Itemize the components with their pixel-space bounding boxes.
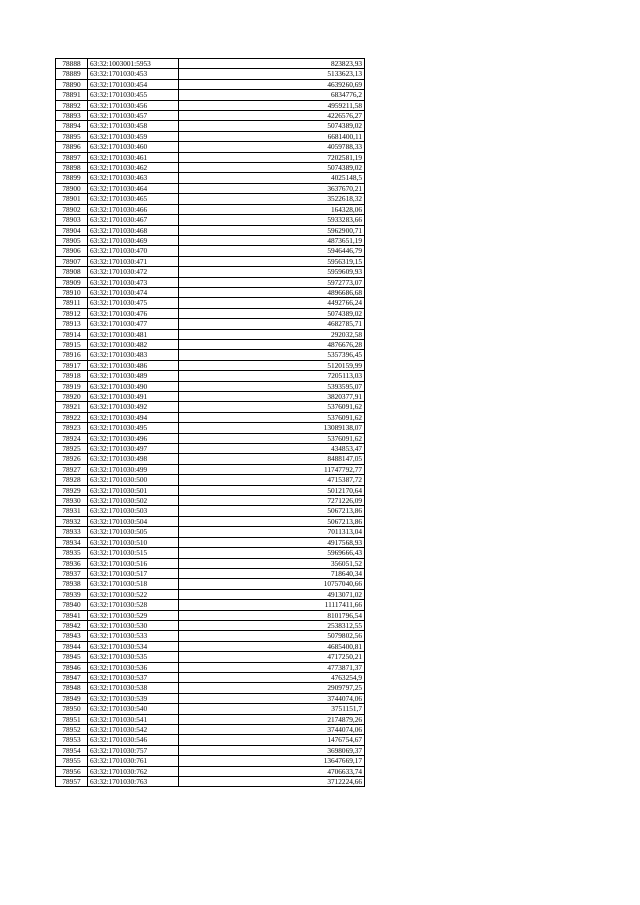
row-number-cell: 78930 xyxy=(56,496,88,506)
cadastral-number-cell: 63:32:1701030:500 xyxy=(88,475,179,485)
row-number-cell: 78942 xyxy=(56,620,88,630)
row-number-cell: 78906 xyxy=(56,246,88,256)
row-number-cell: 78952 xyxy=(56,725,88,735)
value-cell: 292032,58 xyxy=(179,329,365,339)
table-row xyxy=(56,641,365,651)
table-row xyxy=(56,589,365,599)
row-number-cell: 78950 xyxy=(56,704,88,714)
cadastral-number-cell: 63:32:1701030:492 xyxy=(88,402,179,412)
cadastral-number-cell: 63:32:1701030:538 xyxy=(88,683,179,693)
table-row xyxy=(56,402,365,412)
table-row xyxy=(56,631,365,641)
row-number-cell: 78896 xyxy=(56,142,88,152)
cadastral-number-cell: 63:32:1701030:502 xyxy=(88,496,179,506)
cadastral-number-cell: 63:32:1701030:468 xyxy=(88,225,179,235)
cadastral-number-cell: 63:32:1701030:456 xyxy=(88,100,179,110)
cadastral-number-cell: 63:32:1701030:537 xyxy=(88,672,179,682)
value-cell: 5357396,45 xyxy=(179,350,365,360)
row-number-cell: 78890 xyxy=(56,79,88,89)
row-number-cell: 78888 xyxy=(56,59,88,69)
cadastral-number-cell: 63:32:1701030:495 xyxy=(88,423,179,433)
cadastral-number-cell: 63:32:1701030:533 xyxy=(88,631,179,641)
value-cell: 5067213,86 xyxy=(179,506,365,516)
value-cell: 3751151,7 xyxy=(179,704,365,714)
table-row xyxy=(56,381,365,391)
cadastral-number-cell: 63:32:1701030:529 xyxy=(88,610,179,620)
table-row xyxy=(56,444,365,454)
value-cell: 1476754,67 xyxy=(179,735,365,745)
table-row xyxy=(56,90,365,100)
cadastral-number-cell: 63:32:1701030:465 xyxy=(88,194,179,204)
value-cell: 4226576,27 xyxy=(179,111,365,121)
row-number-cell: 78935 xyxy=(56,548,88,558)
value-cell: 718640,34 xyxy=(179,568,365,578)
value-cell: 5120159,99 xyxy=(179,360,365,370)
row-number-cell: 78938 xyxy=(56,579,88,589)
cadastral-number-cell: 63:32:1701030:505 xyxy=(88,527,179,537)
cadastral-number-cell: 63:32:1701030:546 xyxy=(88,735,179,745)
row-number-cell: 78893 xyxy=(56,111,88,121)
value-cell: 3712224,66 xyxy=(179,777,365,787)
cadastral-number-cell: 63:32:1701030:761 xyxy=(88,756,179,766)
table-row xyxy=(56,329,365,339)
cadastral-number-cell: 63:32:1701030:530 xyxy=(88,620,179,630)
cadastral-number-cell: 63:32:1701030:540 xyxy=(88,704,179,714)
value-cell: 434853,47 xyxy=(179,444,365,454)
row-number-cell: 78926 xyxy=(56,454,88,464)
row-number-cell: 78945 xyxy=(56,652,88,662)
row-number-cell: 78924 xyxy=(56,433,88,443)
value-cell: 356051,52 xyxy=(179,558,365,568)
cadastral-number-cell: 63:32:1701030:472 xyxy=(88,267,179,277)
value-cell: 4706633,74 xyxy=(179,766,365,776)
value-cell: 6681400,11 xyxy=(179,131,365,141)
row-number-cell: 78904 xyxy=(56,225,88,235)
cadastral-number-cell: 63:32:1701030:457 xyxy=(88,111,179,121)
value-cell: 7011313,04 xyxy=(179,527,365,537)
value-cell: 4773871,37 xyxy=(179,662,365,672)
row-number-cell: 78911 xyxy=(56,298,88,308)
value-cell: 4685400,81 xyxy=(179,641,365,651)
value-cell: 4717250,21 xyxy=(179,652,365,662)
value-cell: 13089138,07 xyxy=(179,423,365,433)
cadastral-number-cell: 63:32:1701030:542 xyxy=(88,725,179,735)
row-number-cell: 78918 xyxy=(56,371,88,381)
row-number-cell: 78929 xyxy=(56,485,88,495)
cadastral-number-cell: 63:32:1701030:474 xyxy=(88,287,179,297)
value-cell: 13647669,17 xyxy=(179,756,365,766)
table-row xyxy=(56,131,365,141)
row-number-cell: 78903 xyxy=(56,215,88,225)
table-row xyxy=(56,350,365,360)
cadastral-number-cell: 63:32:1701030:535 xyxy=(88,652,179,662)
table-row xyxy=(56,714,365,724)
value-cell: 5074389,02 xyxy=(179,308,365,318)
value-cell: 5074389,02 xyxy=(179,163,365,173)
table-row xyxy=(56,267,365,277)
value-cell: 10757040,66 xyxy=(179,579,365,589)
table-row xyxy=(56,111,365,121)
value-cell: 4059788,33 xyxy=(179,142,365,152)
cadastral-number-cell: 63:32:1701030:504 xyxy=(88,516,179,526)
value-cell: 4896686,68 xyxy=(179,287,365,297)
table-row xyxy=(56,620,365,630)
cadastral-number-cell: 63:32:1701030:458 xyxy=(88,121,179,131)
table-row xyxy=(56,319,365,329)
row-number-cell: 78931 xyxy=(56,506,88,516)
cadastral-number-cell: 63:32:1701030:490 xyxy=(88,381,179,391)
table-row xyxy=(56,183,365,193)
row-number-cell: 78937 xyxy=(56,568,88,578)
value-cell: 4913071,02 xyxy=(179,589,365,599)
value-cell: 3637670,21 xyxy=(179,183,365,193)
row-number-cell: 78898 xyxy=(56,163,88,173)
row-number-cell: 78933 xyxy=(56,527,88,537)
table-row xyxy=(56,537,365,547)
table-row xyxy=(56,496,365,506)
row-number-cell: 78914 xyxy=(56,329,88,339)
row-number-cell: 78946 xyxy=(56,662,88,672)
cadastral-number-cell: 63:32:1701030:470 xyxy=(88,246,179,256)
cadastral-number-cell: 63:32:1701030:539 xyxy=(88,693,179,703)
table-row xyxy=(56,464,365,474)
row-number-cell: 78925 xyxy=(56,444,88,454)
row-number-cell: 78909 xyxy=(56,277,88,287)
table-row xyxy=(56,392,365,402)
row-number-cell: 78928 xyxy=(56,475,88,485)
table-row xyxy=(56,142,365,152)
value-cell: 4025148,5 xyxy=(179,173,365,183)
value-cell: 5956319,15 xyxy=(179,256,365,266)
table-row xyxy=(56,485,365,495)
cadastral-number-cell: 63:32:1701030:528 xyxy=(88,600,179,610)
table-row xyxy=(56,59,365,69)
table-row xyxy=(56,579,365,589)
row-number-cell: 78923 xyxy=(56,423,88,433)
value-cell: 5962900,71 xyxy=(179,225,365,235)
table-row xyxy=(56,725,365,735)
table-row xyxy=(56,454,365,464)
table-row xyxy=(56,308,365,318)
table-row xyxy=(56,672,365,682)
value-cell: 4715387,72 xyxy=(179,475,365,485)
table-row xyxy=(56,298,365,308)
row-number-cell: 78940 xyxy=(56,600,88,610)
row-number-cell: 78920 xyxy=(56,392,88,402)
value-cell: 4682785,71 xyxy=(179,319,365,329)
cadastral-number-cell: 63:32:1701030:541 xyxy=(88,714,179,724)
row-number-cell: 78895 xyxy=(56,131,88,141)
value-cell: 8488147,05 xyxy=(179,454,365,464)
table-row xyxy=(56,204,365,214)
row-number-cell: 78927 xyxy=(56,464,88,474)
value-cell: 5969666,43 xyxy=(179,548,365,558)
value-cell: 5393595,07 xyxy=(179,381,365,391)
value-cell: 5079802,56 xyxy=(179,631,365,641)
value-cell: 3744074,06 xyxy=(179,693,365,703)
value-cell: 5376091,62 xyxy=(179,402,365,412)
row-number-cell: 78956 xyxy=(56,766,88,776)
table-row xyxy=(56,527,365,537)
cadastral-number-cell: 63:32:1701030:501 xyxy=(88,485,179,495)
table-row xyxy=(56,600,365,610)
row-number-cell: 78912 xyxy=(56,308,88,318)
table-row xyxy=(56,423,365,433)
table-row xyxy=(56,683,365,693)
row-number-cell: 78913 xyxy=(56,319,88,329)
table-row xyxy=(56,100,365,110)
value-cell: 11117411,66 xyxy=(179,600,365,610)
table-row xyxy=(56,516,365,526)
table-row xyxy=(56,568,365,578)
value-cell: 4639260,69 xyxy=(179,79,365,89)
row-number-cell: 78889 xyxy=(56,69,88,79)
table-row xyxy=(56,256,365,266)
cadastral-number-cell: 63:32:1701030:477 xyxy=(88,319,179,329)
row-number-cell: 78922 xyxy=(56,412,88,422)
table-row xyxy=(56,777,365,787)
table-row xyxy=(56,745,365,755)
value-cell: 5376091,62 xyxy=(179,433,365,443)
cadastral-number-cell: 63:32:1701030:466 xyxy=(88,204,179,214)
value-cell: 11747792,77 xyxy=(179,464,365,474)
cadastral-number-cell: 63:32:1701030:453 xyxy=(88,69,179,79)
row-number-cell: 78954 xyxy=(56,745,88,755)
row-number-cell: 78916 xyxy=(56,350,88,360)
table-row xyxy=(56,610,365,620)
value-cell: 3744074,06 xyxy=(179,725,365,735)
cadastral-number-cell: 63:32:1701030:496 xyxy=(88,433,179,443)
cadastral-number-cell: 63:32:1701030:517 xyxy=(88,568,179,578)
row-number-cell: 78901 xyxy=(56,194,88,204)
cadastral-number-cell: 63:32:1701030:494 xyxy=(88,412,179,422)
value-cell: 5074389,02 xyxy=(179,121,365,131)
value-cell: 4763254,9 xyxy=(179,672,365,682)
cadastral-number-cell: 63:32:1701030:475 xyxy=(88,298,179,308)
cadastral-number-cell: 63:32:1701030:503 xyxy=(88,506,179,516)
table-row xyxy=(56,371,365,381)
table-row xyxy=(56,339,365,349)
table-row xyxy=(56,693,365,703)
row-number-cell: 78908 xyxy=(56,267,88,277)
row-number-cell: 78902 xyxy=(56,204,88,214)
row-number-cell: 78953 xyxy=(56,735,88,745)
table-row xyxy=(56,360,365,370)
value-cell: 5946446,79 xyxy=(179,246,365,256)
cadastral-number-cell: 63:32:1701030:481 xyxy=(88,329,179,339)
cadastral-number-cell: 63:32:1701030:460 xyxy=(88,142,179,152)
value-cell: 3522618,32 xyxy=(179,194,365,204)
cadastral-number-cell: 63:32:1701030:491 xyxy=(88,392,179,402)
row-number-cell: 78948 xyxy=(56,683,88,693)
value-cell: 2538312,55 xyxy=(179,620,365,630)
cadastral-number-cell: 63:32:1701030:486 xyxy=(88,360,179,370)
cadastral-value-table xyxy=(55,58,365,787)
row-number-cell: 78919 xyxy=(56,381,88,391)
cadastral-number-cell: 63:32:1701030:482 xyxy=(88,339,179,349)
row-number-cell: 78932 xyxy=(56,516,88,526)
cadastral-number-cell: 63:32:1701030:459 xyxy=(88,131,179,141)
cadastral-number-cell: 63:32:1701030:471 xyxy=(88,256,179,266)
cadastral-number-cell: 63:32:1701030:497 xyxy=(88,444,179,454)
table-body xyxy=(56,59,365,787)
cadastral-number-cell: 63:32:1701030:489 xyxy=(88,371,179,381)
value-cell: 823823,93 xyxy=(179,59,365,69)
cadastral-number-cell: 63:32:1701030:516 xyxy=(88,558,179,568)
value-cell: 5067213,86 xyxy=(179,516,365,526)
cadastral-number-cell: 63:32:1701030:498 xyxy=(88,454,179,464)
row-number-cell: 78894 xyxy=(56,121,88,131)
value-cell: 4959211,58 xyxy=(179,100,365,110)
cadastral-number-cell: 63:32:1701030:476 xyxy=(88,308,179,318)
value-cell: 2909797,25 xyxy=(179,683,365,693)
row-number-cell: 78905 xyxy=(56,235,88,245)
cadastral-number-cell: 63:32:1701030:522 xyxy=(88,589,179,599)
table-row xyxy=(56,287,365,297)
row-number-cell: 78951 xyxy=(56,714,88,724)
row-number-cell: 78897 xyxy=(56,152,88,162)
cadastral-number-cell: 63:32:1701030:462 xyxy=(88,163,179,173)
row-number-cell: 78891 xyxy=(56,90,88,100)
value-cell: 6834776,2 xyxy=(179,90,365,100)
table-row xyxy=(56,558,365,568)
cadastral-number-cell: 63:32:1701030:499 xyxy=(88,464,179,474)
value-cell: 7202581,19 xyxy=(179,152,365,162)
value-cell: 3698069,37 xyxy=(179,745,365,755)
cadastral-number-cell: 63:32:1003001:5953 xyxy=(88,59,179,69)
row-number-cell: 78907 xyxy=(56,256,88,266)
value-cell: 5959609,93 xyxy=(179,267,365,277)
row-number-cell: 78944 xyxy=(56,641,88,651)
table-row xyxy=(56,215,365,225)
row-number-cell: 78900 xyxy=(56,183,88,193)
cadastral-number-cell: 63:32:1701030:454 xyxy=(88,79,179,89)
cadastral-number-cell: 63:32:1701030:463 xyxy=(88,173,179,183)
value-cell: 7271226,09 xyxy=(179,496,365,506)
value-cell: 5012170,64 xyxy=(179,485,365,495)
row-number-cell: 78917 xyxy=(56,360,88,370)
row-number-cell: 78936 xyxy=(56,558,88,568)
row-number-cell: 78915 xyxy=(56,339,88,349)
value-cell: 5376091,62 xyxy=(179,412,365,422)
table-row xyxy=(56,704,365,714)
table-row xyxy=(56,412,365,422)
cadastral-number-cell: 63:32:1701030:515 xyxy=(88,548,179,558)
row-number-cell: 78949 xyxy=(56,693,88,703)
table-row xyxy=(56,163,365,173)
cadastral-number-cell: 63:32:1701030:473 xyxy=(88,277,179,287)
value-cell: 3820377,91 xyxy=(179,392,365,402)
cadastral-number-cell: 63:32:1701030:762 xyxy=(88,766,179,776)
row-number-cell: 78934 xyxy=(56,537,88,547)
table-row xyxy=(56,79,365,89)
table-row xyxy=(56,235,365,245)
table-row xyxy=(56,433,365,443)
value-cell: 8101796,54 xyxy=(179,610,365,620)
table-row xyxy=(56,277,365,287)
row-number-cell: 78921 xyxy=(56,402,88,412)
table-row xyxy=(56,194,365,204)
value-cell: 164328,06 xyxy=(179,204,365,214)
row-number-cell: 78892 xyxy=(56,100,88,110)
cadastral-number-cell: 63:32:1701030:534 xyxy=(88,641,179,651)
cadastral-number-cell: 63:32:1701030:536 xyxy=(88,662,179,672)
value-cell: 4876676,28 xyxy=(179,339,365,349)
row-number-cell: 78939 xyxy=(56,589,88,599)
value-cell: 4917568,93 xyxy=(179,537,365,547)
cadastral-number-cell: 63:32:1701030:455 xyxy=(88,90,179,100)
table-row xyxy=(56,652,365,662)
table-row xyxy=(56,735,365,745)
table-row xyxy=(56,548,365,558)
table-row xyxy=(56,225,365,235)
cadastral-number-cell: 63:32:1701030:461 xyxy=(88,152,179,162)
row-number-cell: 78910 xyxy=(56,287,88,297)
value-cell: 4492766,24 xyxy=(179,298,365,308)
row-number-cell: 78957 xyxy=(56,777,88,787)
row-number-cell: 78941 xyxy=(56,610,88,620)
table-row xyxy=(56,662,365,672)
cadastral-number-cell: 63:32:1701030:763 xyxy=(88,777,179,787)
value-cell: 4873651,19 xyxy=(179,235,365,245)
table-row xyxy=(56,173,365,183)
value-cell: 5933283,66 xyxy=(179,215,365,225)
table-row xyxy=(56,246,365,256)
cadastral-number-cell: 63:32:1701030:467 xyxy=(88,215,179,225)
cadastral-number-cell: 63:32:1701030:469 xyxy=(88,235,179,245)
value-cell: 7205113,03 xyxy=(179,371,365,381)
value-cell: 2174879,26 xyxy=(179,714,365,724)
table-row xyxy=(56,756,365,766)
cadastral-number-cell: 63:32:1701030:518 xyxy=(88,579,179,589)
row-number-cell: 78947 xyxy=(56,672,88,682)
cadastral-number-cell: 63:32:1701030:464 xyxy=(88,183,179,193)
cadastral-number-cell: 63:32:1701030:483 xyxy=(88,350,179,360)
table-row xyxy=(56,121,365,131)
row-number-cell: 78955 xyxy=(56,756,88,766)
table-row xyxy=(56,766,365,776)
value-cell: 5133623,13 xyxy=(179,69,365,79)
value-cell: 5972773,07 xyxy=(179,277,365,287)
cadastral-number-cell: 63:32:1701030:757 xyxy=(88,745,179,755)
table-row xyxy=(56,506,365,516)
table-row xyxy=(56,69,365,79)
table-row xyxy=(56,152,365,162)
row-number-cell: 78943 xyxy=(56,631,88,641)
row-number-cell: 78899 xyxy=(56,173,88,183)
cadastral-number-cell: 63:32:1701030:510 xyxy=(88,537,179,547)
table-row xyxy=(56,475,365,485)
